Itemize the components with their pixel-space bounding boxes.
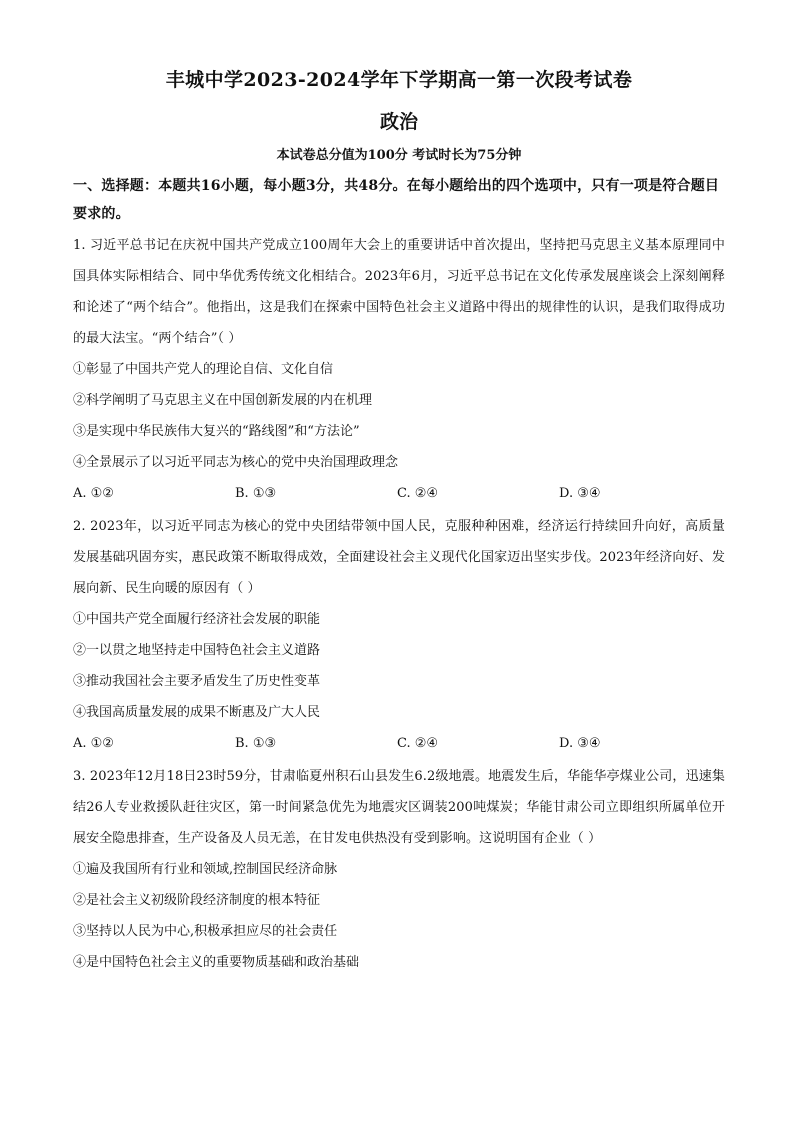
subject-title: 政治 xyxy=(379,111,418,133)
question-stem: 1. 习近平总书记在庆祝中国共产党成立100周年大会上的重要讲话中首次提出，坚持把马克思主义基本原理同中国具体实际相结合、同中华优秀传统文化相结合。2023年6月，习近平总书记在文化传承发展座谈会上深刻阐释和论述了“两个结合”。他指出，这是我们在探索中国特色社会主义道路中得出的规律性的认识，是我们取得成功的最大法宝。“两个结合”（ ） xyxy=(73,238,725,346)
statement-2: ②科学阐明了马克思主义在中国创新发展的内在机理 xyxy=(73,393,373,408)
answer-choices xyxy=(73,728,725,759)
statement-2: ②是社会主义初级阶段经济制度的根本特征 xyxy=(73,893,321,908)
question-stem: 3. 2023年12月18日23时59分，甘肃临夏州积石山县发生6.2级地震。地震发生后，华能华亭煤业公司，迅速集结26人专业救援队赶往灾区，第一时间紧急优先为地震灾区调装200吨煤炭；华能甘肃公司立即组织所属单位开展安全隐患排查，生产设备及人员无恙，在甘发电供热没有受到影响。这说明国有企业（ ） xyxy=(73,769,725,846)
choice-d[interactable]: D. ③④ xyxy=(559,736,601,751)
question-1 xyxy=(73,230,725,509)
choice-c[interactable]: C. ②④ xyxy=(397,736,439,751)
statement-1: ①中国共产党全面履行经济社会发展的职能 xyxy=(73,612,321,627)
statement-3: ③推动我国社会主要矛盾发生了历史性变革 xyxy=(73,674,321,689)
exam-meta: 本试卷总分值为100分 考试时长为75分钟 xyxy=(276,148,522,163)
question-2 xyxy=(73,511,725,759)
choice-c[interactable]: C. ②④ xyxy=(397,486,439,501)
choice-b[interactable]: B. ①③ xyxy=(235,486,277,501)
choice-a[interactable]: A. ①② xyxy=(73,736,114,751)
question-3 xyxy=(73,761,725,978)
statement-3: ③坚持以人民为中心,积极承担应尽的社会责任 xyxy=(73,924,338,939)
statement-4: ④是中国特色社会主义的重要物质基础和政治基础 xyxy=(73,955,360,970)
statement-1: ①彰显了中国共产党人的理论自信、文化自信 xyxy=(73,362,334,377)
statement-4: ④我国高质量发展的成果不断惠及广大人民 xyxy=(73,705,321,720)
statement-2: ②一以贯之地坚持走中国特色社会主义道路 xyxy=(73,643,321,658)
statement-1: ①遍及我国所有行业和领域,控制国民经济命脉 xyxy=(73,862,338,877)
question-stem: 2. 2023年，以习近平同志为核心的党中央团结带领中国人民，克服种种困难，经济运行持续回升向好，高质量发展基础巩固夯实，惠民政策不断取得成效，全面建设社会主义现代化国家迈出坚实步伐。2023年经济向好、发展向新、民生向暖的原因有（ ） xyxy=(73,519,725,596)
choice-d[interactable]: D. ③④ xyxy=(559,486,601,501)
statement-4: ④全景展示了以习近平同志为核心的党中央治国理政理念 xyxy=(73,455,399,470)
exam-page xyxy=(73,66,725,978)
exam-title: 丰城中学2023-2024学年下学期高一第一次段考试卷 xyxy=(165,69,633,91)
choice-b[interactable]: B. ①③ xyxy=(235,736,277,751)
answer-choices xyxy=(73,478,725,509)
statement-3: ③是实现中华民族伟大复兴的“路线图”和“方法论” xyxy=(73,424,360,439)
choice-a[interactable]: A. ①② xyxy=(73,486,114,501)
section-heading: 一、选择题：本题共16小题，每小题3分，共48分。在每小题给出的四个选项中，只有一项是符合题目要求的。 xyxy=(73,178,720,222)
